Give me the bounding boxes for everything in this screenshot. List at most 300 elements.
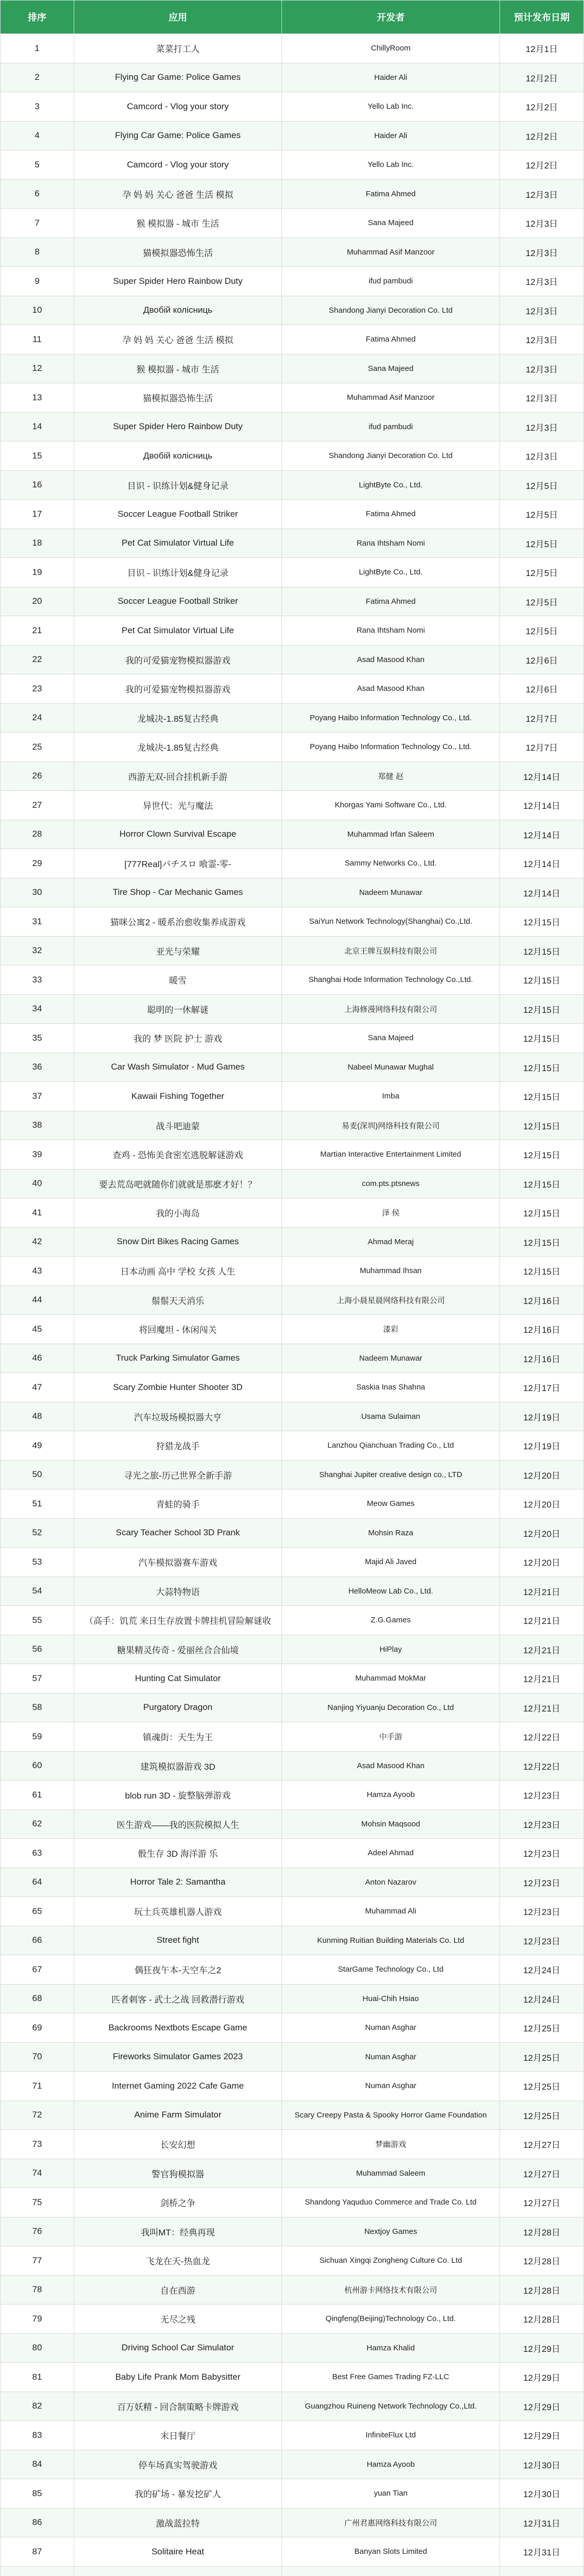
cell-date: 12月7日 — [500, 733, 584, 762]
cell-index: 42 — [1, 1227, 74, 1257]
cell-date: 12月1日 — [500, 34, 584, 63]
cell-developer: Numan Asghar — [282, 2013, 500, 2043]
cell-index: 47 — [1, 1373, 74, 1402]
table-row — [1, 965, 584, 995]
cell-date: 12月3日 — [500, 412, 584, 442]
cell-app: 我的小海岛 — [74, 1198, 282, 1228]
cell-date: 12月22日 — [500, 1751, 584, 1781]
cell-date: 12月22日 — [500, 1722, 584, 1752]
cell-developer: 易麦(深圳)网络科技有限公司 — [282, 1111, 500, 1140]
cell-index: 7 — [1, 209, 74, 238]
cell-date: 12月30日 — [500, 2479, 584, 2509]
cell-app: Super Spider Hero Rainbow Duty — [74, 267, 282, 296]
table-row — [1, 2246, 584, 2276]
cell-developer: Fatima Ahmed — [282, 325, 500, 354]
cell-developer: Asad Masood Khan — [282, 1751, 500, 1781]
cell-index: 71 — [1, 2072, 74, 2101]
cell-index: 36 — [1, 1053, 74, 1082]
cell-date: 12月15日 — [500, 1227, 584, 1257]
cell-app: （高手：饥荒 来日生存放置卡牌挂机冒险解谜收 — [74, 1606, 282, 1635]
table-row — [1, 587, 584, 616]
cell-index: 15 — [1, 442, 74, 471]
cell-app: 玩土兵英雄机器人游戏 — [74, 1897, 282, 1926]
cell-date: 12月21日 — [500, 1577, 584, 1606]
cell-app: 青蛙的骑手 — [74, 1489, 282, 1519]
cell-date: 12月3日 — [500, 267, 584, 296]
cell-app: Horror Tale 2: Samantha — [74, 1868, 282, 1897]
cell-app: 要去荒岛吧就随你们就就是那麽才好！？ — [74, 1169, 282, 1198]
cell-index: 18 — [1, 529, 74, 558]
cell-developer: StarGame Technology Co., Ltd — [282, 1955, 500, 1985]
table-row — [1, 2363, 584, 2392]
cell-developer: 上海小晨星晨网络科技有限公司 — [282, 1285, 500, 1315]
cell-index: 25 — [1, 733, 74, 762]
table-row — [1, 1460, 584, 1489]
cell-app: 汽车垃圾场模拟器大亨 — [74, 1402, 282, 1431]
cell-date: 12月17日 — [500, 1373, 584, 1402]
cell-index: 57 — [1, 1664, 74, 1693]
cell-app: 医生游戏——我的医院模拟人生 — [74, 1809, 282, 1839]
cell-developer: Fatima Ahmed — [282, 179, 500, 209]
cell-date: 12月15日 — [500, 1053, 584, 1082]
cell-app: [777Real]パチスロ 喰霊-零- — [74, 849, 282, 878]
cell-index: 69 — [1, 2013, 74, 2043]
cell-developer: Banyan Slots Limited — [282, 2537, 500, 2567]
cell-index: 65 — [1, 1897, 74, 1926]
cell-date: 12月28日 — [500, 2275, 584, 2304]
cell-developer: 杭州游卡网络技术有限公司 — [282, 2275, 500, 2304]
cell-app: 日本动画 高中 学校 女孩 人生 — [74, 1257, 282, 1286]
cell-app: 猫模拟器恐怖生活 — [74, 238, 282, 267]
cell-date: 12月3日 — [500, 296, 584, 325]
cell-developer: Nanjing Yiyuanju Decoration Co., Ltd — [282, 1693, 500, 1722]
cell-app: 寻光之旅-历己世界全新手游 — [74, 1460, 282, 1489]
cell-index: 84 — [1, 2450, 74, 2479]
table-row — [1, 616, 584, 646]
cell-date: 12月15日 — [500, 1169, 584, 1198]
table-row — [1, 1781, 584, 1810]
cell-developer: Muhammad Ihsan — [282, 1257, 500, 1286]
cell-date: 12月29日 — [500, 2333, 584, 2363]
table-row — [1, 1344, 584, 1373]
cell-index: 72 — [1, 2100, 74, 2130]
cell-developer: Saskia Inas Shahna — [282, 1373, 500, 1402]
table-row — [1, 1257, 584, 1286]
cell-date: 12月24日 — [500, 1984, 584, 2013]
cell-developer: 泽 侯 — [282, 1198, 500, 1228]
cell-app: 目识 - 识练计划&健身记录 — [74, 558, 282, 587]
cell-app: Tire Shop - Car Mechanic Games — [74, 878, 282, 907]
table-row — [1, 354, 584, 383]
cell-developer: Sichuan Xingqi Zongheng Culture Co. Ltd — [282, 2246, 500, 2276]
cell-date: 12月20日 — [500, 1460, 584, 1489]
cell-app: Purgatory Dragon — [74, 1693, 282, 1722]
cell-date: 12月23日 — [500, 1897, 584, 1926]
cell-app: Soccer League Football Striker — [74, 500, 282, 529]
cell-index: 5 — [1, 150, 74, 180]
cell-developer: Haider Ali — [282, 121, 500, 150]
cell-date: 12月5日 — [500, 558, 584, 587]
cell-app: Двобій колісниць — [74, 296, 282, 325]
cell-index: 30 — [1, 878, 74, 907]
table-row — [1, 761, 584, 791]
cell-app: 异世代：光与魔法 — [74, 791, 282, 820]
cell-developer: yuan Tian — [282, 2479, 500, 2509]
cell-date: 12月28日 — [500, 2217, 584, 2246]
cell-date: 12月15日 — [500, 936, 584, 965]
table-row — [1, 2100, 584, 2130]
table-row — [1, 1722, 584, 1752]
cell-developer: Sana Majeed — [282, 209, 500, 238]
cell-date: 12月25日 — [500, 2100, 584, 2130]
cell-date: 12月15日 — [500, 1257, 584, 1286]
cell-date: 12月20日 — [500, 1548, 584, 1577]
table-row — [1, 1606, 584, 1635]
cell-date: 12月14日 — [500, 791, 584, 820]
cell-developer: Muhammad Asif Manzoor — [282, 383, 500, 413]
cell-index: 79 — [1, 2304, 74, 2334]
cell-index: 38 — [1, 1111, 74, 1140]
cell-date: 12月25日 — [500, 2072, 584, 2101]
cell-developer: 北京王牌互娱科技有限公司 — [282, 936, 500, 965]
cell-date: 12月25日 — [500, 2042, 584, 2072]
cell-date: 12月16日 — [500, 1315, 584, 1344]
cell-app: 糖果精灵传奇 - 爱丽丝合合仙境 — [74, 1635, 282, 1664]
cell-date: 12月3日 — [500, 179, 584, 209]
cell-index: 35 — [1, 1024, 74, 1053]
cell-date: 12月27日 — [500, 2130, 584, 2159]
cell-date: 12月5日 — [500, 616, 584, 646]
cell-date: 12月28日 — [500, 2246, 584, 2276]
cell-app: 猫咪公寓2 - 暖系治愈收集养成游戏 — [74, 907, 282, 937]
cell-app: 我的矿场 - 暴发挖矿人 — [74, 2479, 282, 2509]
table-row — [1, 936, 584, 965]
cell-index: 22 — [1, 645, 74, 674]
cell-index: 52 — [1, 1518, 74, 1548]
cell-app: 警官狗模拟器 — [74, 2159, 282, 2188]
cell-app: Pet Cat Simulator Virtual Life — [74, 529, 282, 558]
cell-index: 17 — [1, 500, 74, 529]
table-row — [1, 2304, 584, 2334]
table-row — [1, 1140, 584, 1170]
cell-date: 12月3日 — [500, 209, 584, 238]
table-row — [1, 791, 584, 820]
cell-developer: Rana Ihtsham Nomi — [282, 616, 500, 646]
table-row — [1, 2217, 584, 2246]
table-row — [1, 470, 584, 500]
cell-developer: ifud pambudi — [282, 267, 500, 296]
table-row — [1, 1227, 584, 1257]
cell-date: 12月29日 — [500, 2392, 584, 2421]
cell-index: 13 — [1, 383, 74, 413]
cell-app: 我的可爱猫宠物模拟器游戏 — [74, 674, 282, 704]
cell-index: 20 — [1, 587, 74, 616]
cell-developer: Sana Majeed — [282, 354, 500, 383]
cell-app: Snow Dirt Bikes Racing Games — [74, 1227, 282, 1257]
cell-developer: Hamza Ayoob — [282, 2450, 500, 2479]
table-row — [1, 1373, 584, 1402]
cell-app: 西游无双-回合挂机新手游 — [74, 761, 282, 791]
cell-developer: Muhammad Asif Manzoor — [282, 238, 500, 267]
table-row — [1, 994, 584, 1024]
cell-app: 目识 - 识练计划&健身记录 — [74, 470, 282, 500]
cell-developer: Numan Asghar — [282, 2042, 500, 2072]
cell-index: 64 — [1, 1868, 74, 1897]
cell-date: 12月5日 — [500, 470, 584, 500]
cell-developer: Shandong Jianyi Decoration Co. Ltd — [282, 296, 500, 325]
table-row — [1, 1111, 584, 1140]
cell-date: 12月31日 — [500, 2508, 584, 2537]
cell-index: 49 — [1, 1431, 74, 1461]
cell-developer: Haider Ali — [282, 63, 500, 92]
cell-index: 34 — [1, 994, 74, 1024]
cell-developer: Nadeem Munawar — [282, 1344, 500, 1373]
cell-date: 12月29日 — [500, 2363, 584, 2392]
cell-app: 我的可爱猫宠物模拟器游戏 — [74, 645, 282, 674]
cell-developer: Hamza Ayoob — [282, 1781, 500, 1810]
cell-app: Scary Teacher School 3D Prank — [74, 1518, 282, 1548]
cell-date: 12月15日 — [500, 965, 584, 995]
cell-date: 12月15日 — [500, 1024, 584, 1053]
cell-index: 62 — [1, 1809, 74, 1839]
table-row — [1, 1664, 584, 1693]
cell-date: 12月15日 — [500, 994, 584, 1024]
cell-index: 6 — [1, 179, 74, 209]
table-row — [1, 238, 584, 267]
cell-date: 12月23日 — [500, 1926, 584, 1955]
cell-index: 21 — [1, 616, 74, 646]
table-row — [1, 2072, 584, 2101]
cell-index: 45 — [1, 1315, 74, 1344]
table-row — [1, 92, 584, 122]
table-row — [1, 849, 584, 878]
cell-app: 百万妖精 - 回合制策略卡牌游戏 — [74, 2392, 282, 2421]
table-row — [1, 645, 584, 674]
cell-app: 停车场真实驾驶游戏 — [74, 2450, 282, 2479]
cell-developer: Best Free Games Trading FZ-LLC — [282, 2363, 500, 2392]
cell-app: 飞龙在天-热血龙 — [74, 2246, 282, 2276]
table-row — [1, 2537, 584, 2567]
cell-index: 80 — [1, 2333, 74, 2363]
table-row — [1, 1518, 584, 1548]
cell-index: 23 — [1, 674, 74, 704]
table-row — [1, 383, 584, 413]
table-row — [1, 2275, 584, 2304]
cell-app: 聪明的一休解谜 — [74, 994, 282, 1024]
cell-app: Fireworks Simulator Games 2023 — [74, 2042, 282, 2072]
cell-index: 11 — [1, 325, 74, 354]
cell-date: 12月27日 — [500, 2159, 584, 2188]
table-row — [1, 1984, 584, 2013]
cell-index: 63 — [1, 1839, 74, 1868]
cell-index: 31 — [1, 907, 74, 937]
cell-app: Camcord - Vlog your story — [74, 92, 282, 122]
cell-app: 汽车模拟器赛车游戏 — [74, 1548, 282, 1577]
table-row — [1, 1548, 584, 1577]
cell-index: 59 — [1, 1722, 74, 1752]
cell-index: 10 — [1, 296, 74, 325]
table-row — [1, 1285, 584, 1315]
cell-developer: Huai-Chih Hsiao — [282, 1984, 500, 2013]
cell-index: 27 — [1, 791, 74, 820]
cell-date: 12月28日 — [500, 2304, 584, 2334]
cell-developer: Poyang Haibo Information Technology Co., Ltd. — [282, 703, 500, 733]
cell-index: 70 — [1, 2042, 74, 2072]
cell-app: Super Spider Hero Rainbow Duty — [74, 412, 282, 442]
table-row — [1, 2333, 584, 2363]
cell-developer: 郑健 赵 — [282, 761, 500, 791]
cell-developer: Rana Ihtsham Nomi — [282, 529, 500, 558]
cell-index: 39 — [1, 1140, 74, 1170]
cell-date: 12月2日 — [500, 121, 584, 150]
cell-index: 32 — [1, 936, 74, 965]
cell-index: 24 — [1, 703, 74, 733]
cell-app: 无尽之残 — [74, 2304, 282, 2334]
header-index: 排序 — [1, 1, 74, 34]
cell-index: 73 — [1, 2130, 74, 2159]
cell-date: 12月27日 — [500, 2188, 584, 2217]
cell-developer: Shandong Yaquduo Commerce and Trade Co. Ltd — [282, 2188, 500, 2217]
cell-app: 大蒜特物语 — [74, 1577, 282, 1606]
cell-app: Двобій колісниць — [74, 442, 282, 471]
header-date: 预计发布日期 — [500, 1, 584, 34]
cell-developer: Asad Masood Khan — [282, 645, 500, 674]
cell-developer: Lanzhou Qianchuan Trading Co., Ltd — [282, 1431, 500, 1461]
cell-developer: Kunming Ruitian Building Materials Co. Ltd — [282, 1926, 500, 1955]
cell-app: Pet Cat Simulator Virtual Life — [74, 616, 282, 646]
cell-date: 12月15日 — [500, 1082, 584, 1111]
cell-app: Flying Car Game: Police Games — [74, 121, 282, 150]
cell-developer: Yello Lab Inc. — [282, 150, 500, 180]
cell-date: 12月3日 — [500, 354, 584, 383]
cell-date: 12月21日 — [500, 1606, 584, 1635]
cell-date: 12月21日 — [500, 1664, 584, 1693]
cell-index: 50 — [1, 1460, 74, 1489]
cell-app: Backrooms Nextbots Escape Game — [74, 2013, 282, 2043]
cell-index — [1, 2566, 74, 2576]
table-row — [1, 2566, 584, 2576]
cell-app: 将回魔坦 - 休闲闯关 — [74, 1315, 282, 1344]
cell-app: 战斗吧迪蒙 — [74, 1111, 282, 1140]
cell-index: 61 — [1, 1781, 74, 1810]
cell-date: 12月29日 — [500, 2421, 584, 2450]
cell-developer: Shanghai Hode Information Technology Co.,Ltd. — [282, 965, 500, 995]
cell-date: 12月14日 — [500, 761, 584, 791]
cell-index: 85 — [1, 2479, 74, 2509]
cell-date: 12月23日 — [500, 1809, 584, 1839]
cell-index: 54 — [1, 1577, 74, 1606]
table-row — [1, 2159, 584, 2188]
cell-date: 12月14日 — [500, 820, 584, 849]
cell-developer: Shandong Jianyi Decoration Co. Ltd — [282, 442, 500, 471]
cell-app: 建筑模拟器游戏 3D — [74, 1751, 282, 1781]
cell-app: 龙城决-1.85复古经典 — [74, 733, 282, 762]
cell-app: 偶狂夜午本-天空车之2 — [74, 1955, 282, 1985]
cell-index: 48 — [1, 1402, 74, 1431]
cell-app: 菜菜打工人 — [74, 34, 282, 63]
table-row — [1, 733, 584, 762]
table-row — [1, 2479, 584, 2509]
cell-developer: 梦幽游戏 — [282, 2130, 500, 2159]
cell-index: 86 — [1, 2508, 74, 2537]
table-row — [1, 121, 584, 150]
cell-date: 12月2日 — [500, 63, 584, 92]
cell-date: 12月3日 — [500, 442, 584, 471]
cell-app: 查鸡 - 恐怖美食密室逃脱解谜游戏 — [74, 1140, 282, 1170]
cell-app: 猴 模拟器 - 城市 生活 — [74, 209, 282, 238]
cell-index: 16 — [1, 470, 74, 500]
cell-index: 74 — [1, 2159, 74, 2188]
cell-app: 镇魂街：天生为王 — [74, 1722, 282, 1752]
cell-developer: Khorgas Yami Software Co., Ltd. — [282, 791, 500, 820]
header-app: 应用 — [74, 1, 282, 34]
cell-developer: Nextjoy Games — [282, 2217, 500, 2246]
cell-developer: Fatima Ahmed — [282, 587, 500, 616]
header-row — [1, 1, 584, 34]
cell-developer: Qingfeng(Beijing)Technology Co., Ltd. — [282, 2304, 500, 2334]
table-row — [1, 1955, 584, 1985]
cell-index: 28 — [1, 820, 74, 849]
cell-index: 19 — [1, 558, 74, 587]
cell-developer: Muhammad Ali — [282, 1897, 500, 1926]
table-row — [1, 2392, 584, 2421]
cell-app: Flying Car Game: Police Games — [74, 63, 282, 92]
table-row — [1, 1577, 584, 1606]
cell-developer: Ahmad Meraj — [282, 1227, 500, 1257]
table-row — [1, 150, 584, 180]
table-row — [1, 1693, 584, 1722]
cell-date: 12月19日 — [500, 1402, 584, 1431]
cell-index: 67 — [1, 1955, 74, 1985]
cell-date: 12月6日 — [500, 674, 584, 704]
cell-developer: InfiniteFlux Ltd — [282, 2421, 500, 2450]
cell-index: 68 — [1, 1984, 74, 2013]
table-row — [1, 1489, 584, 1519]
table-row — [1, 1868, 584, 1897]
cell-app: 猫模拟器恐怖生活 — [74, 383, 282, 413]
cell-developer: Martian Interactive Entertainment Limited — [282, 1140, 500, 1170]
table-row — [1, 1169, 584, 1198]
cell-app: 骰生存 3D 海洋游 乐 — [74, 1839, 282, 1868]
table-row — [1, 1635, 584, 1664]
cell-index: 1 — [1, 34, 74, 63]
table-row — [1, 907, 584, 937]
table-row — [1, 34, 584, 63]
cell-date: 12月5日 — [500, 500, 584, 529]
cell-app: 猴 模拟器 - 城市 生活 — [74, 354, 282, 383]
table-row — [1, 296, 584, 325]
cell-developer: Majid Ali Javed — [282, 1548, 500, 1577]
cell-app: 我叫MT：经典再现 — [74, 2217, 282, 2246]
cell-developer: Anton Nazarov — [282, 1868, 500, 1897]
table-row — [1, 2042, 584, 2072]
table-row — [1, 1751, 584, 1781]
cell-developer: Mohsin Maqsood — [282, 1809, 500, 1839]
table-row — [1, 1198, 584, 1228]
cell-date: 12月15日 — [500, 1140, 584, 1170]
table-row — [1, 2130, 584, 2159]
cell-index: 26 — [1, 761, 74, 791]
cell-developer: 上海修漫网络科技有限公司 — [282, 994, 500, 1024]
cell-index: 44 — [1, 1285, 74, 1315]
table-row — [1, 1082, 584, 1111]
cell-date: 12月6日 — [500, 645, 584, 674]
cell-date: 12月25日 — [500, 2013, 584, 2043]
cell-app: Anime Farm Simulator — [74, 2100, 282, 2130]
cell-app: Truck Parking Simulator Games — [74, 1344, 282, 1373]
table-row — [1, 2508, 584, 2537]
cell-app: Street fight — [74, 1926, 282, 1955]
